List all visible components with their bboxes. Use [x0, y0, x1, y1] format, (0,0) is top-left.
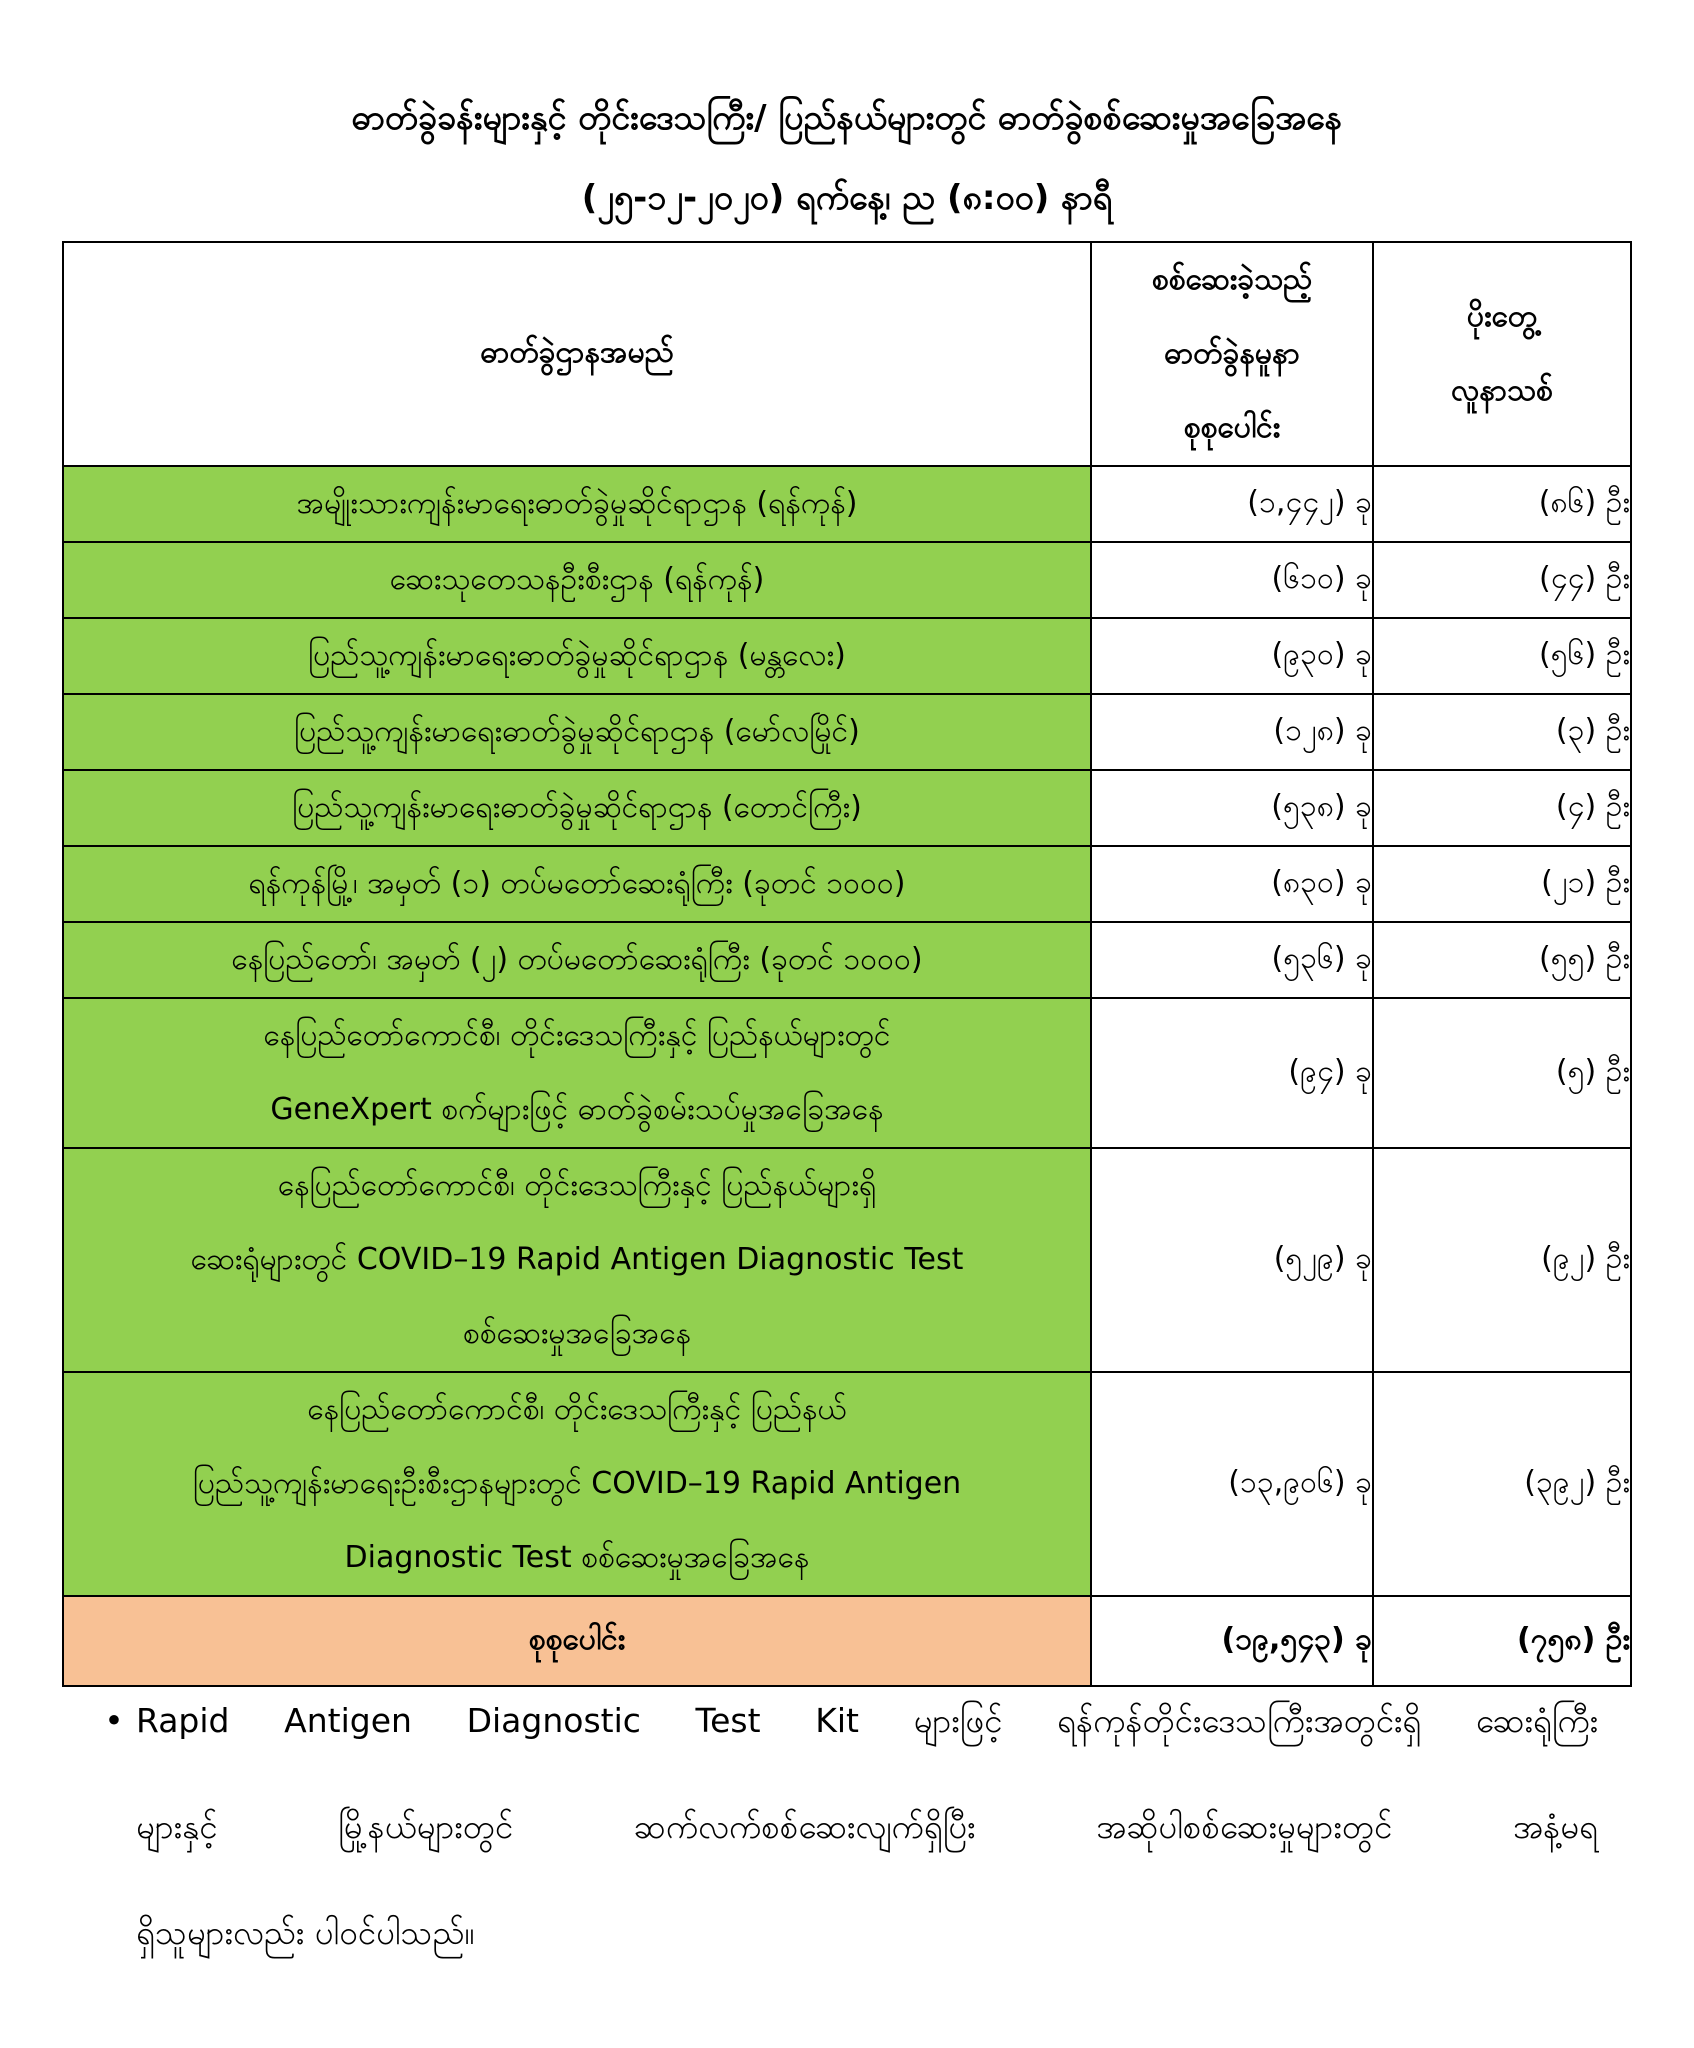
positive-cell: (၉၂) ဦး: [1373, 1148, 1631, 1372]
table-row: [63, 846, 1631, 922]
testing-table: [62, 241, 1632, 1687]
lab-name-cell: [63, 466, 1091, 542]
positive-cell: (၅၅) ဦး: [1373, 922, 1631, 998]
samples-cell: (၁၃,၉၀၆) ခု: [1091, 1372, 1373, 1596]
samples-cell: (၉၄) ခု: [1091, 998, 1373, 1148]
header-lab-name: ဓာတ်ခွဲဌာနအမည်: [63, 242, 1091, 466]
samples-cell: (၈၃၀) ခု: [1091, 846, 1373, 922]
table-row: [63, 466, 1631, 542]
positive-cell: (၄၄) ဦး: [1373, 542, 1631, 618]
header-positive: [1373, 242, 1631, 466]
page-subtitle-date: (၂၅-၁၂-၂၀၂၀) ရက်နေ့၊ ည (၈:၀၀) နာရီ: [581, 178, 1113, 218]
lab-name-line: ပြည်သူ့ကျန်းမာရေးဓာတ်ခွဲမှုဆိုင်ရာဌာန (မန္တလေး): [308, 638, 846, 673]
lab-name-cell: [63, 1372, 1091, 1596]
lab-name-line: ပြည်သူ့ကျန်းမာရေးဓာတ်ခွဲမှုဆိုင်ရာဌာန (မော်လမြိုင်): [294, 714, 860, 749]
lab-name-cell: [63, 770, 1091, 846]
header-samples-line: စစ်ဆေးခဲ့သည့်: [1151, 262, 1313, 297]
page-title: ဓာတ်ခွဲခန်းများနှင့် တိုင်းဒေသကြီး/ ပြည်နယ်များတွင် ဓာတ်ခွဲစစ်ဆေးမှုအခြေအနေ: [351, 98, 1343, 138]
header-samples-line: စုစုပေါင်း: [1183, 410, 1281, 445]
lab-name-line: ဆေးရုံများတွင် COVID–19 Rapid Antigen Diagnostic Test: [190, 1242, 964, 1277]
lab-name-cell: [63, 1148, 1091, 1372]
header-positive-line: လူနာသစ်: [1451, 373, 1553, 408]
lab-name-line: Diagnostic Test စစ်ဆေးမှုအခြေအနေ: [344, 1540, 810, 1575]
lab-name-cell: [63, 922, 1091, 998]
table-row: [63, 542, 1631, 618]
samples-cell: (၅၃၆) ခု: [1091, 922, 1373, 998]
header-samples-line: ဓာတ်ခွဲနမူနာ: [1164, 336, 1300, 371]
header-positive-line: ပိုးတွေ့: [1466, 299, 1538, 334]
lab-name-cell: [63, 998, 1091, 1148]
samples-cell: (၁၂၈) ခု: [1091, 694, 1373, 770]
lab-name-line: ပြည်သူ့ကျန်းမာရေးဦးစီးဌာနများတွင် COVID–19 Rapid Antigen: [192, 1466, 962, 1501]
samples-cell: (၉၃၀) ခု: [1091, 618, 1373, 694]
lab-name-line: ဆေးသုတေသနဦးစီးဌာန (ရန်ကုန်): [389, 562, 765, 597]
lab-name-cell: [63, 694, 1091, 770]
note-line: Rapid Antigen Diagnostic Test Kit များဖြင့် ရန်ကုန်တိုင်းဒေသကြီးအတွင်းရှိ ဆေးရုံကြီး: [136, 1701, 1598, 1740]
total-positive: (၇၅၈) ဦး: [1373, 1596, 1631, 1686]
samples-cell: (၅၃၈) ခု: [1091, 770, 1373, 846]
lab-name-cell: [63, 618, 1091, 694]
positive-cell: (၃၉၂) ဦး: [1373, 1372, 1631, 1596]
lab-name-line: နေပြည်တော်ကောင်စီ၊ တိုင်းဒေသကြီးနှင့် ပြည်နယ်များတွင်: [263, 1018, 891, 1053]
positive-cell: (၅) ဦး: [1373, 998, 1631, 1148]
note-paragraph: [84, 1668, 1598, 1986]
header-samples: [1091, 242, 1373, 466]
lab-name-line: နေပြည်တော်၊ အမှတ် (၂) တပ်မတော်ဆေးရုံကြီး (ခုတင် ၁၀၀၀): [231, 942, 923, 977]
lab-name-line: အမျိုးသားကျန်းမာရေးဓာတ်ခွဲမှုဆိုင်ရာဌာန (ရန်ကုန်): [296, 486, 858, 521]
lab-name-line: ရန်ကုန်မြို့၊ အမှတ် (၁) တပ်မတော်ဆေးရုံကြီး (ခုတင် ၁၀၀၀): [248, 866, 906, 901]
total-samples: (၁၉,၅၄၃) ခု: [1091, 1596, 1373, 1686]
positive-cell: (၄) ဦး: [1373, 770, 1631, 846]
positive-cell: (၈၆) ဦး: [1373, 466, 1631, 542]
lab-name-line: နေပြည်တော်ကောင်စီ၊ တိုင်းဒေသကြီးနှင့် ပြည်နယ်များရှိ: [277, 1168, 877, 1203]
table-row: [63, 694, 1631, 770]
lab-name-line: ပြည်သူ့ကျန်းမာရေးဓာတ်ခွဲမှုဆိုင်ရာဌာန (တောင်ကြီး): [292, 790, 862, 825]
bullet-icon: •: [104, 1701, 124, 1740]
note-line: များနှင့် မြို့နယ်များတွင် ဆက်လက်စစ်ဆေးလျက်ရှိပြီး အဆိုပါစစ်ဆေးမှုများတွင် အနံ့မရ: [136, 1807, 1598, 1846]
samples-cell: (၆၁၀) ခု: [1091, 542, 1373, 618]
note-line: ရှိသူများလည်း ပါဝင်ပါသည်။: [136, 1913, 475, 1952]
total-label: စုစုပေါင်း: [63, 1596, 1091, 1686]
table-header-row: [63, 242, 1631, 466]
lab-name-line: စစ်ဆေးမှုအခြေအနေ: [462, 1316, 692, 1351]
table-row: [63, 998, 1631, 1148]
table-row: [63, 1148, 1631, 1372]
samples-cell: (၅၂၉) ခု: [1091, 1148, 1373, 1372]
positive-cell: (၃) ဦး: [1373, 694, 1631, 770]
lab-name-cell: [63, 846, 1091, 922]
lab-name-cell: [63, 542, 1091, 618]
lab-name-line: နေပြည်တော်ကောင်စီ၊ တိုင်းဒေသကြီးနှင့် ပြည်နယ်: [307, 1392, 847, 1427]
table-row: [63, 1372, 1631, 1596]
table-row: [63, 770, 1631, 846]
samples-cell: (၁,၄၄၂) ခု: [1091, 466, 1373, 542]
lab-name-line: GeneXpert စက်များဖြင့် ဓာတ်ခွဲစမ်းသပ်မှုအခြေအနေ: [270, 1092, 884, 1127]
positive-cell: (၂၁) ဦး: [1373, 846, 1631, 922]
table-row: [63, 618, 1631, 694]
positive-cell: (၅၆) ဦး: [1373, 618, 1631, 694]
table-row: [63, 922, 1631, 998]
